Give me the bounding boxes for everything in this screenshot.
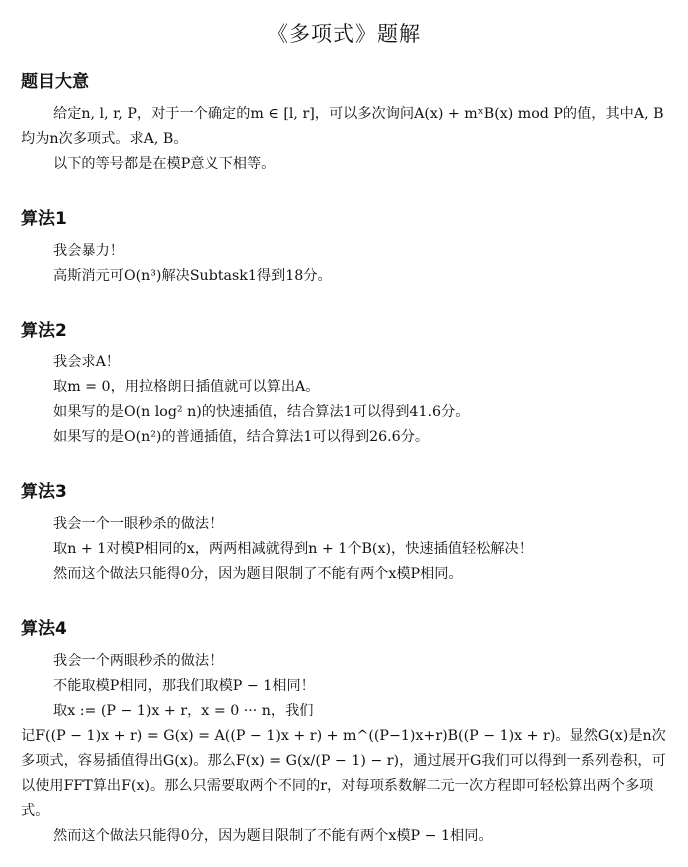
paragraph: 不能取模P相同，那我们取模P − 1相同！ [53, 678, 315, 694]
paragraph: 我会暴力！ [53, 243, 124, 259]
paragraph: 高斯消元可O(n³)解决Subtask1得到18分。 [53, 268, 332, 284]
paragraph: 给定n, l, r, P，对于一个确定的m ∈ [l, r]，可以多次询问A(x) + mˣB(x) mod P的值，其中A, B均为n次多项式。求A, B。 [21, 106, 664, 147]
section-heading-algorithm-4: 算法4 [21, 619, 67, 639]
paragraph: 我会一个两眼秒杀的做法！ [53, 653, 224, 669]
paragraph: 取n + 1对模P相同的x，两两相减就得到n + 1个B(x)，快速插值轻松解决！ [53, 541, 533, 557]
section-heading-algorithm-3: 算法3 [21, 482, 67, 502]
paragraph: 如果写的是O(n²)的普通插值，结合算法1可以得到26.6分。 [53, 429, 430, 445]
paragraph: 然而这个做法只能得0分，因为题目限制了不能有两个x模P − 1相同。 [53, 828, 493, 844]
document-title: 《多项式》题解 [267, 22, 421, 46]
paragraph: 记F((P − 1)x + r) = G(x) = A((P − 1)x + r) + m^((P−1)x+r)B((P − 1)x + r)。显然G(x)是n次多项式，容易插值得出G(x)。那么F(x) = G(x/(P − 1) − r)，通过展开G我们可以得到一系列卷积，可以使用FFT算出F(x)。那么只需要取两个不同的r，对每项系数解二元一次方程即可轻松算出两个多项式。 [21, 728, 666, 819]
paragraph: 我会求A！ [53, 354, 120, 370]
section-heading-algorithm-1: 算法1 [21, 209, 67, 229]
paragraph: 以下的等号都是在模P意义下相等。 [53, 156, 276, 172]
section-heading-algorithm-2: 算法2 [21, 321, 67, 341]
paragraph: 我会一个一眼秒杀的做法！ [53, 516, 224, 532]
section-heading-summary: 题目大意 [21, 72, 89, 92]
paragraph: 如果写的是O(n log² n)的快速插值，结合算法1可以得到41.6分。 [53, 404, 470, 420]
paragraph: 取x := (P − 1)x + r，x = 0 ··· n，我们 [53, 703, 314, 719]
paragraph: 取m = 0，用拉格朗日插值就可以算出A。 [53, 379, 320, 395]
paragraph: 然而这个做法只能得0分，因为题目限制了不能有两个x模P相同。 [53, 566, 463, 582]
